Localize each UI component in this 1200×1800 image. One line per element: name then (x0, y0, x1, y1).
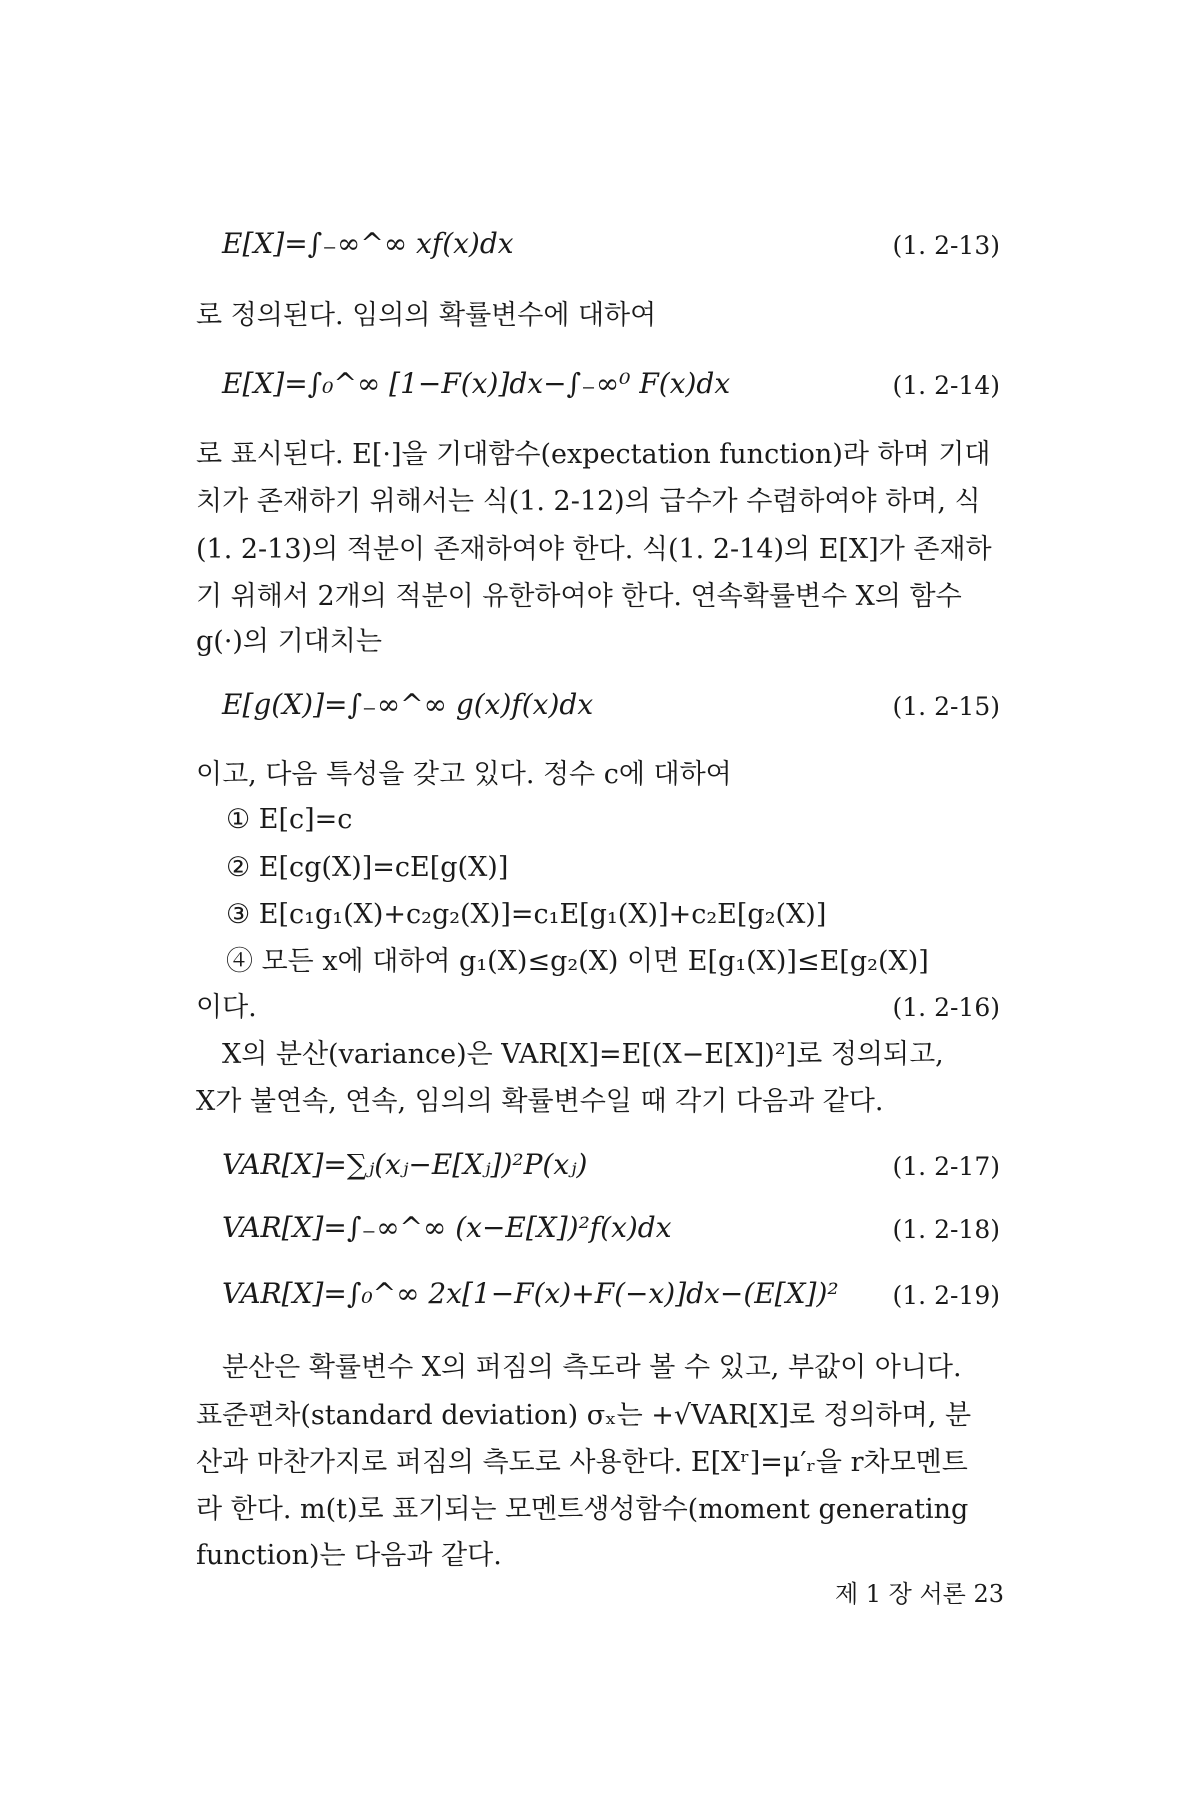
equation-1-2-19: VAR[X]=∫₀^∞ 2x[1−F(x)+F(−x)]dx−(E[X])² (222, 1277, 839, 1310)
equation-number-1-2-14: (1. 2-14) (892, 371, 1000, 400)
equation-1-2-17: VAR[X]=∑ⱼ(xⱼ−E[Xⱼ])²P(xⱼ) (222, 1148, 588, 1181)
equation-1-2-18: VAR[X]=∫₋∞^∞ (x−E[X])²f(x)dx (222, 1211, 672, 1244)
paragraph-line: 기 위해서 2개의 적분이 유한하여야 한다. 연속확률변수 X의 함수 (196, 581, 962, 612)
paragraph-line: 치가 존재하기 위해서는 식(1. 2-12)의 급수가 수렴하여야 하며, 식 (196, 486, 981, 517)
property-item-4: ④ 모든 x에 대하여 g₁(X)≤g₂(X) 이면 E[g₁(X)]≤E[g₂(X)] (226, 946, 929, 977)
paragraph-line: 표준편차(standard deviation) σₓ는 +√VAR[X]로 정의하며, 분 (196, 1400, 972, 1431)
paragraph-line: 산과 마찬가지로 퍼짐의 측도로 사용한다. E[Xʳ]=μ′ᵣ을 r차모멘트 (196, 1447, 968, 1478)
paragraph-line: function)는 다음과 같다. (196, 1540, 502, 1571)
paragraph-line: 이다. (196, 992, 257, 1023)
equation-1-2-14: E[X]=∫₀^∞ [1−F(x)]dx−∫₋∞⁰ F(x)dx (222, 367, 731, 400)
equation-number-1-2-17: (1. 2-17) (892, 1152, 1000, 1181)
paragraph-line: X가 불연속, 연속, 임의의 확률변수일 때 각기 다음과 같다. (196, 1086, 884, 1117)
paragraph-line: X의 분산(variance)은 VAR[X]=E[(X−E[X])²]로 정의되고, (222, 1039, 944, 1070)
property-item-1: ① E[c]=c (226, 804, 353, 835)
paragraph-line: 분산은 확률변수 X의 퍼짐의 측도라 볼 수 있고, 부값이 아니다. (222, 1352, 962, 1383)
equation-number-1-2-16: (1. 2-16) (892, 993, 1000, 1022)
paragraph-line: 로 정의된다. 임의의 확률변수에 대하여 (196, 300, 657, 331)
equation-1-2-15: E[g(X)]=∫₋∞^∞ g(x)f(x)dx (222, 688, 594, 721)
equation-number-1-2-19: (1. 2-19) (892, 1281, 1000, 1310)
paragraph-line: 로 표시된다. E[·]을 기대함수(expectation function)라 하며 기대 (196, 439, 991, 470)
equation-number-1-2-15: (1. 2-15) (892, 692, 1000, 721)
property-item-3: ③ E[c₁g₁(X)+c₂g₂(X)]=c₁E[g₁(X)]+c₂E[g₂(X)] (226, 899, 827, 930)
equation-number-1-2-18: (1. 2-18) (892, 1215, 1000, 1244)
running-head-page-number: 제 1 장 서론 23 (834, 1580, 1004, 1608)
paragraph-line: 라 한다. m(t)로 표기되는 모멘트생성함수(moment generating (196, 1494, 969, 1525)
equation-1-2-13: E[X]=∫₋∞^∞ xf(x)dx (222, 227, 514, 260)
equation-number-1-2-13: (1. 2-13) (892, 231, 1000, 260)
paragraph-line: 이고, 다음 특성을 갖고 있다. 정수 c에 대하여 (196, 759, 732, 790)
property-item-2: ② E[cg(X)]=cE[g(X)] (226, 852, 509, 883)
paragraph-line: (1. 2-13)의 적분이 존재하여야 한다. 식(1. 2-14)의 E[X]가 존재하 (196, 534, 992, 565)
paragraph-line: g(·)의 기대치는 (196, 626, 382, 657)
